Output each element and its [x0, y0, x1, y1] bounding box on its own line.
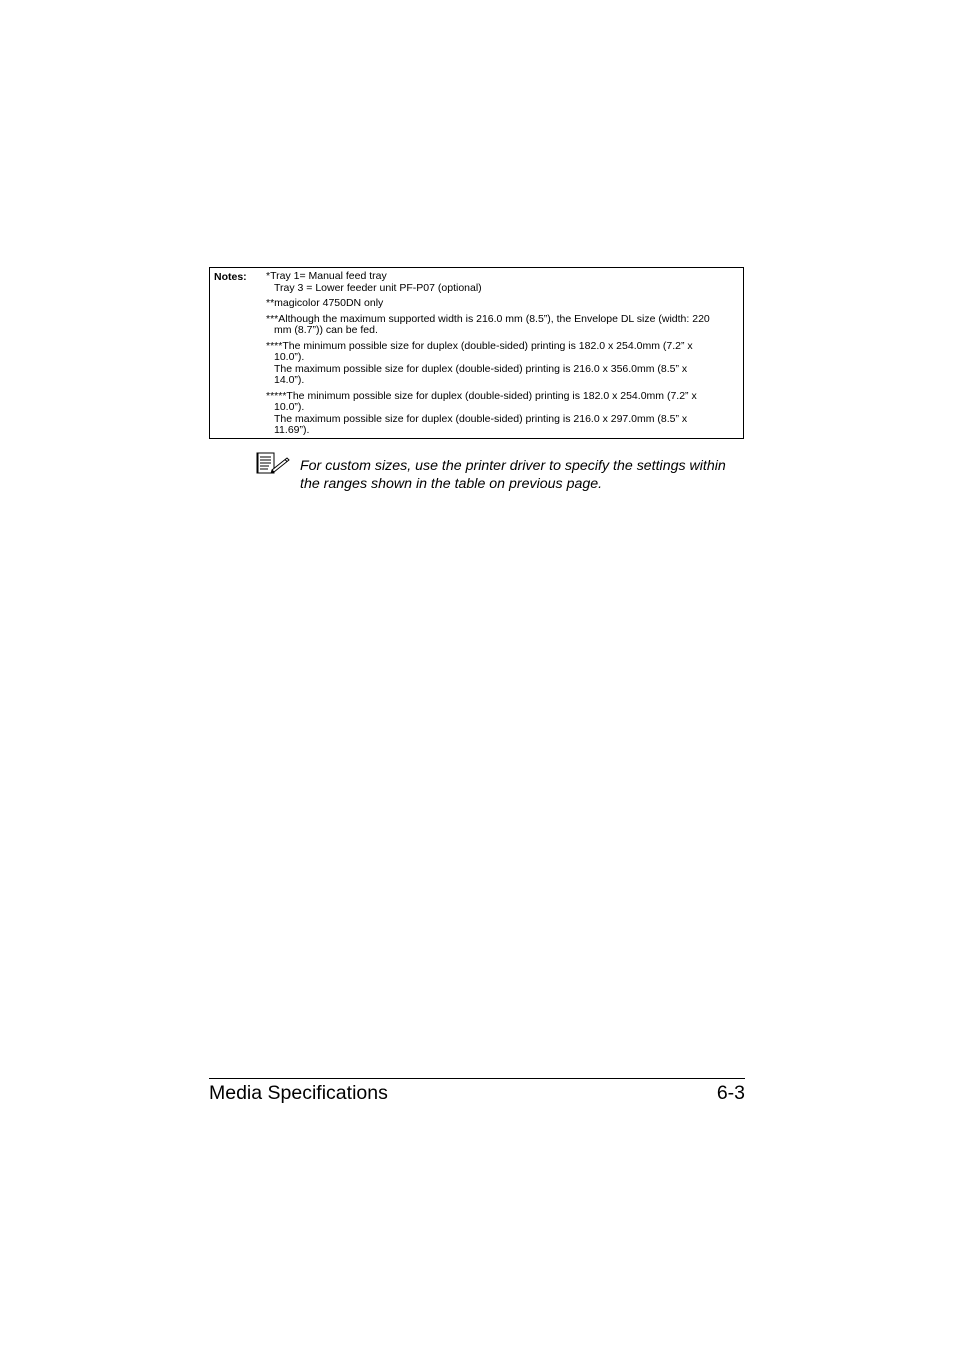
notes-box	[209, 267, 744, 439]
note-envelope	[266, 314, 742, 337]
note-duplex-legal	[266, 341, 742, 387]
note-line: ****The minimum possible size for duplex (double-sided) printing is 182.0 x 254.0mm (7.2” x	[266, 339, 693, 352]
notes-label: Notes:	[214, 271, 247, 283]
note-pencil-icon	[256, 452, 290, 474]
note-line: mm (8.7”)) can be fed.	[274, 324, 378, 336]
note-duplex-a4	[266, 391, 742, 437]
note-line: **magicolor 4750DN only	[266, 297, 384, 309]
note-line: 10.0”).	[274, 401, 305, 413]
footer-page-number: 6-3	[716, 1082, 745, 1104]
note-line: 10.0”).	[274, 351, 305, 363]
note-model	[266, 298, 742, 310]
note-line: ***Although the maximum supported width is 216.0 mm (8.5”), the Envelope DL size (width: 220	[266, 312, 710, 325]
footer-divider	[209, 1078, 745, 1079]
footer-section-title: Media Specifications	[209, 1082, 388, 1104]
note-line: The maximum possible size for duplex (double-sided) printing is 216.0 x 297.0mm (8.5” x	[274, 412, 688, 425]
note-line: The maximum possible size for duplex (double-sided) printing is 216.0 x 356.0mm (8.5” x	[274, 362, 688, 375]
note-line: *Tray 1= Manual feed tray	[266, 270, 387, 282]
note-tray	[266, 271, 742, 294]
note-line: *****The minimum possible size for duplex (double-sided) printing is 182.0 x 254.0mm (7.2” x	[266, 389, 697, 402]
note-line: 11.69”).	[274, 424, 310, 436]
notes-body	[266, 271, 742, 441]
note-line: Tray 3 = Lower feeder unit PF-P07 (optional)	[274, 281, 482, 294]
tip-text: For custom sizes, use the printer driver to specify the settings within the ranges shown in the table on previous page.	[300, 458, 726, 492]
note-line: 14.0”).	[274, 374, 305, 386]
